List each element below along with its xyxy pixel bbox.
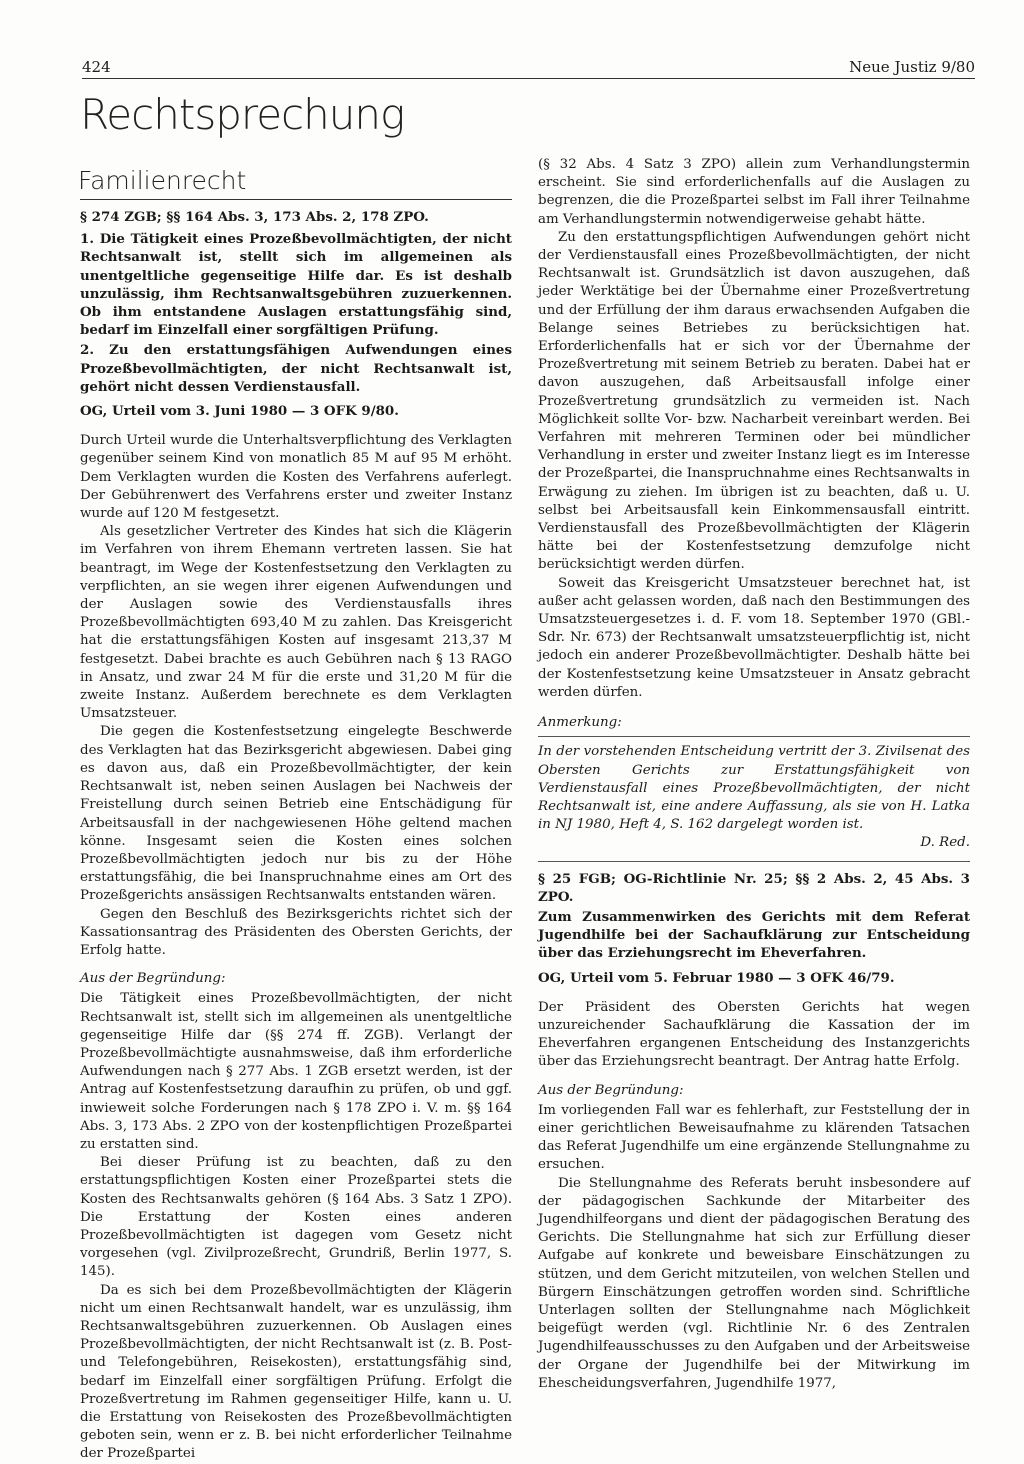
body-paragraph: Gegen den Beschluß des Bezirksgerichts richtet sich der Kassationsantrag des Präsidenten des Obersten Gerichts, der Erfolg hatte. [80, 906, 512, 958]
page-number: 424 [82, 58, 111, 76]
body-paragraph: Der Präsident des Obersten Gerichts hat wegen unzureichender Sachaufklärung die Kassation der im Eheverfahren ergangenen Entscheidung des Instanzgerichts über das Erziehungsrecht beantragt. Der Antrag hatte Erfolg. [538, 999, 970, 1070]
body-paragraph: Zu den erstattungspflichtigen Aufwendungen gehört nicht der Verdienstausfall eines Prozeßbevollmächtigten, der nicht Rechtsanwalt ist. Grundsätzlich ist davon auszugehen, daß jeder Werktätige bei der Übernahme einer Prozeßvertretung und der Erfüllung der ihm daraus erwachsenden Aufgaben die Belange seines Betriebes zu berücksichtigen hat. Erforderlichenfalls hat er sich vor der Übernahme der Prozeßvertretung mit seinem Betrieb zu beraten. Dabei hat er davon auszugehen, daß Arbeitsausfall infolge einer Prozeßvertretung grundsätzlich zu vermeiden ist. Nach Möglichkeit sollte Vor- bzw. Nacharbeit vereinbart werden. Bei Verfahren mit mehreren Terminen oder bei mündlicher Verhandlung in erster und zweiter Instanz liegt es im Interesse der Prozeßpartei, die Inanspruchnahme eines Rechtsanwalts in Erwägung zu ziehen. Im übrigen ist zu beachten, daß u. U. selbst bei Arbeitsausfall kein Einkommensausfall eintritt. Verdienstausfall des Prozeßbevollmächtigten der Klägerin hätte bei der Kostenfestsetzung demzufolge nicht berücksichtigt werden dürfen. [538, 229, 970, 573]
header-divider [82, 78, 975, 79]
left-column [80, 156, 512, 1464]
body-paragraph: Soweit das Kreisgericht Umsatzsteuer berechnet hat, ist außer acht gelassen worden, daß nach den Bestimmungen des Umsatzsteuergesetzes i. d. F. vom 18. September 1970 (GBl.-Sdr. Nr. 673) der Rechtsanwalt umsatzsteuerpflichtig ist, nicht jedoch ein anderer Prozeßbevollmächtigter. Deshalb hätte bei der Kostenfestsetzung keine Umsatzsteuer in Ansatz gebracht werden dürfen. [538, 575, 970, 700]
reasons-paragraph: Die Tätigkeit eines Prozeßbevollmächtigten, der nicht Rechtsanwalt ist, stellt sich im allgemeinen als unentgeltliche gegenseitige Hilfe dar (§§ 274 ff. ZGB). Verlangt der Prozeßbevollmächtigte ausnahmsweise, daß ihm erforderliche Aufwendungen nach § 277 Abs. 1 ZGB ersetzt werden, ist der Antrag auf Kostenfestsetzung daraufhin zu prüfen, ob und ggf. inwieweit solche Forderungen nach § 178 ZPO i. V. m. §§ 164 Abs. 3, 173 Abs. 2 ZPO von der kostenpflichtigen Prozeßpartei zu erstatten sind. [80, 991, 512, 1152]
headnote-1: 1. Die Tätigkeit eines Prozeßbevollmächtigten, der nicht Rechtsanwalt ist, stellt sich im allgemeinen als unentgeltliche gegenseitige Hilfe dar. Es ist deshalb unzulässig, ihm Rechtsanwaltsgebühren zuzuerkennen. Ob ihm entstandene Auslagen erstattungsfähig sind, bedarf im Einzelfall einer sorgfältigen Prüfung. [80, 231, 512, 339]
headnote: Zum Zusammenwirken des Gerichts mit dem Referat Jugendhilfe bei der Sachaufklärung zur Entscheidung über das Erziehungsrecht im Eheverfahren. [538, 908, 970, 962]
body-paragraph: Als gesetzlicher Vertreter des Kindes hat sich die Klägerin im Verfahren von ihrem Ehemann vertreten lassen. Sie hat beantragt, im Wege der Kostenfestsetzung den Verklagten zu verpflichten, an sie wegen ihrer eigenen Aufwendungen und der Auslagen sowie des Verdienstausfalls ihres Prozeßbevollmächtigten 693,40 M zu zahlen. Das Kreisgericht hat die erstattungsfähigen Kosten auf insgesamt 213,37 M festgesetzt. Dabei brachte es auch Gebühren nach § 13 RAGO in Ansatz, und zwar 24 M für die erste und 31,20 M für die zweite Instanz. Außerdem berechnete es dem Verklagten Umsatzsteuer. [80, 524, 512, 722]
case-citation: § 25 FGB; OG-Richtlinie Nr. 25; §§ 2 Abs. 2, 45 Abs. 3 ZPO. [538, 870, 970, 905]
subsection-title: Familienrecht [78, 166, 247, 195]
journal-issue: Neue Justiz 9/80 [849, 58, 975, 76]
right-column [538, 156, 970, 1393]
reasons-paragraph: Die Stellungnahme des Referats beruht insbesondere auf der pädagogischen Sachkunde der Mitarbeiter des Jugendhilfeorgans und dient der pädagogischen Beratung des Gerichts. Die Stellungnahme hat sich zur Erfüllung dieser Aufgabe auf konkrete und beweisbare Einschätzungen zu stützen, und dem Gericht mitzuteilen, von welchen Stellen und Bürgern Einschätzungen getroffen worden sind. Schriftliche Unterlagen sollten der Stellungnahme nach Möglichkeit beigefügt werden (vgl. Richtlinie Nr. 6 des Zentralen Jugendhilfeausschusses zu den Aufgaben und der Arbeitsweise der Organe der Jugendhilfe bei der Mitwirkung im Ehescheidungsverfahren, Jugendhilfe 1977, [538, 1175, 970, 1391]
remark-signoff: D. Red. [920, 835, 970, 851]
headnote-2: 2. Zu den erstattungsfähigen Aufwendungen eines Prozeßbevollmächtigten, der nicht Rechtsanwalt ist, gehört nicht dessen Verdienstausfall. [80, 342, 512, 395]
subsection-divider [80, 199, 512, 200]
remark-divider-bottom [538, 861, 970, 862]
decision-reference: OG, Urteil vom 3. Juni 1980 — 3 OFK 9/80. [80, 403, 399, 420]
case-citation: § 274 ZGB; §§ 164 Abs. 3, 173 Abs. 2, 178 ZPO. [80, 209, 429, 225]
body-paragraph: Durch Urteil wurde die Unterhaltsverpflichtung des Verklagten gegenüber seinem Kind von monatlich 85 M auf 95 M erhöht. Dem Verklagten wurden die Kosten des Verfahrens auferlegt. Der Gebührenwert des Verfahrens erster und zweiter Instanz wurde auf 120 M festgesetzt. [80, 433, 512, 522]
decision-reference: OG, Urteil vom 5. Februar 1980 — 3 OFK 46/79. [538, 969, 895, 986]
reasons-paragraph: Da es sich bei dem Prozeßbevollmächtigten der Klägerin nicht um einen Rechtsanwalt handelt, war es unzulässig, ihm Rechtsanwaltsgebühren zuzuerkennen. Ob Auslagen eines Prozeßbevollmächtigten, der nicht Rechtsanwalt ist (z. B. Post- und Telefongebühren, Reisekosten), erstattungsfähig sind, bedarf im Einzelfall einer sorgfältigen Prüfung. Erfolgt die Prozeßvertretung im Rahmen gegenseitiger Hilfe, kann u. U. die Erstattung von Reisekosten des Prozeßbevollmächtigten geboten sein, wenn er z. B. bei nicht erforderlicher Teilnahme der Prozeßpartei [80, 1282, 512, 1462]
editorial-remark: In der vorstehenden Entscheidung vertritt der 3. Zivilsenat des Obersten Gerichts zur Erstattungsfähigkeit von Verdienstausfall eines Prozeßbevollmächtigten, der nicht Rechtsanwalt ist, eine andere Auffassung, als sie von H. Latka in NJ 1980, Heft 4, S. 162 dargelegt worden ist. [538, 744, 970, 833]
reasons-paragraph: Bei dieser Prüfung ist zu beachten, daß zu den erstattungspflichtigen Kosten einer Prozeßpartei stets die Kosten des Rechtsanwalts gehören (§ 164 Abs. 3 Satz 1 ZPO). Die Erstattung der Kosten eines anderen Prozeßbevollmächtigten ist dagegen vom Gesetz nicht vorgesehen (vgl. Zivilprozeßrecht, Grundriß, Berlin 1977, S. 145). [80, 1155, 512, 1280]
reasons-heading: Aus der Begründung: [80, 971, 226, 987]
section-title: Rechtsprechung [80, 90, 405, 139]
reasons-paragraph: Im vorliegenden Fall war es fehlerhaft, zur Feststellung der in einer gerichtlichen Beweisaufnahme zu klärenden Tatsachen das Referat Jugendhilfe um eine ergänzende Stellungnahme zu ersuchen. [538, 1102, 970, 1173]
remark-heading: Anmerkung: [538, 715, 622, 731]
page-header [82, 58, 975, 80]
body-paragraph: (§ 32 Abs. 4 Satz 3 ZPO) allein zum Verhandlungstermin erscheint. Sie sind erforderlichenfalls auf die Auslagen zu begrenzen, die die Prozeßpartei selbst im Fall ihrer Teilnahme am Verhandlungstermin notwendigerweise gehabt hätte. [538, 157, 970, 227]
remark-divider [538, 736, 970, 737]
body-paragraph: Die gegen die Kostenfestsetzung eingelegte Beschwerde des Verklagten hat das Bezirksgericht abgewiesen. Dabei ging es davon aus, daß ein Prozeßbevollmächtigter, der kein Rechtsanwalt ist, neben seinen Auslagen bei Nachweis der Freistellung durch seinen Betrieb eine Entschädigung für Arbeitsausfall in der nachgewiesenen Höhe geltend machen könne. Insgesamt seien die Kosten eines solchen Prozeßbevollmächtigten jedoch nur bis zu der Höhe erstattungsfähig, die bei Inanspruchnahme eines am Ort des Prozeßgerichts ansässigen Rechtsanwalts entstanden wären. [80, 724, 512, 904]
reasons-heading: Aus der Begründung: [538, 1082, 684, 1098]
